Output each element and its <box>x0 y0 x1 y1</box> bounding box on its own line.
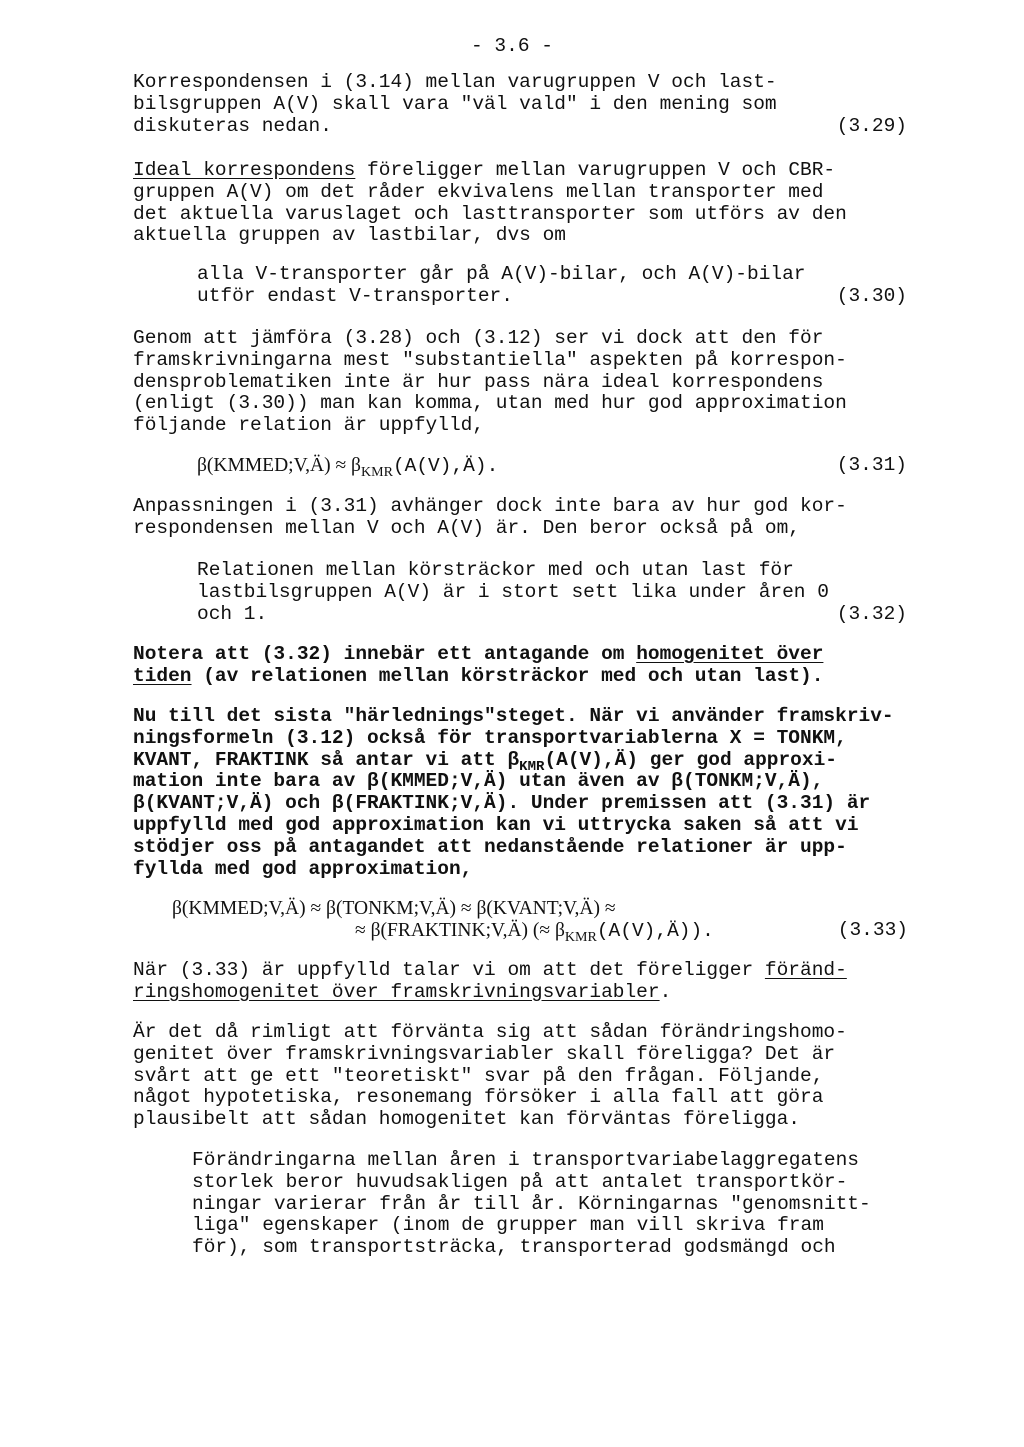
paragraph-correspondence-intro <box>133 72 923 137</box>
formula-subscript: KMR <box>360 463 393 480</box>
text-line: ningsformeln (3.12) också för transportvariablerna X = TONKM, <box>133 726 847 749</box>
text-line: svårt att ge ett "teoretiskt" svar på den frågan. Följande, <box>133 1064 824 1087</box>
formula-text: (A(V),Ä). <box>392 455 499 477</box>
equation-number: (3.31) <box>836 454 907 476</box>
formula-subscript: KMR <box>564 928 597 945</box>
paragraph-adaptation <box>133 496 923 540</box>
text-line: stödjer oss på antagandet att nedanstående relationer är upp- <box>133 835 847 858</box>
formula-text: ≈ β(FRAKTINK;V,Ä) (≈ β <box>355 919 565 941</box>
text-run: Notera att (3.32) innebär ett antagande om <box>133 643 637 665</box>
paragraph-reasonableness <box>133 1022 923 1131</box>
paragraph-homogeneity-note <box>133 644 923 688</box>
page-number <box>0 36 1024 58</box>
text-line <box>133 982 923 1004</box>
text-line: lastbilsgruppen A(V) är i stort sett lika under åren 0 <box>197 580 829 603</box>
text-line: fyllda med god approximation, <box>133 857 473 880</box>
text-line: β(KVANT;V,Ä) och β(FRAKTINK;V,Ä). Under premissen att (3.31) är <box>133 792 871 815</box>
text-line: plausibelt att sådan homogenitet kan förväntas föreligga. <box>133 1108 801 1131</box>
equation-number: (3.32) <box>836 602 907 625</box>
page-number-text: - 3.6 - <box>471 35 553 57</box>
text-run: och 1. <box>197 602 268 625</box>
text-run: KVANT, FRAKTINK så antar vi att β <box>133 748 520 771</box>
paragraph-comparison <box>133 328 923 437</box>
text-line: Korrespondensen i (3.14) mellan varugruppen V och last- <box>133 71 777 93</box>
text-run: När (3.33) är uppfylld talar vi om att det föreligger <box>133 959 765 981</box>
paragraph-derivation-step <box>133 706 923 880</box>
text-line <box>133 748 923 775</box>
text-line <box>133 666 923 688</box>
text-line: gruppen A(V) om det råder ekvivalens mellan transporter med <box>133 180 824 203</box>
equation-number: (3.30) <box>836 284 907 307</box>
text-line: för), som transportsträcka, transporterad godsmängd och <box>192 1236 836 1259</box>
text-line: följande relation är uppfylld, <box>133 414 485 437</box>
underlined-term: tiden <box>133 664 192 687</box>
paragraph-variable-changes <box>192 1150 918 1259</box>
text-line: Nu till det sista "härlednings"steget. När vi använder framskriv- <box>133 705 894 727</box>
paragraph-ideal-correspondence <box>133 160 923 247</box>
underlined-term: ringshomogenitet över framskrivningsvariabler <box>133 980 660 1003</box>
text-line: liga" egenskaper (inom de grupper man vill skriva fram <box>192 1214 824 1237</box>
equation-number: (3.29) <box>836 114 907 137</box>
text-run: föreligger mellan varugruppen V och CBR- <box>355 159 836 181</box>
text-line <box>197 604 923 626</box>
underlined-term: homogenitet över <box>636 643 824 665</box>
text-line: alla V-transporter går på A(V)-bilar, och A(V)-bilar <box>197 263 806 285</box>
text-line <box>133 960 923 982</box>
formula-3-33 <box>172 898 908 943</box>
text-line: ningar varierar från år till år. Körningarnas "genomsnitt- <box>192 1192 871 1215</box>
text-line: respondensen mellan V och A(V) är. Den beror också på om, <box>133 516 801 539</box>
text-run: diskuteras nedan. <box>133 114 332 137</box>
text-line: mation inte bara av β(KMMED;V,Ä) utan även av β(TONKM;V,Ä), <box>133 770 824 793</box>
text-line: det aktuella varuslaget och lasttransporter som utförs av den <box>133 202 847 225</box>
text-line: densproblematiken inte är hur pass nära ideal korrespondens <box>133 370 824 393</box>
text-line: Anpassningen i (3.31) avhänger dock inte bara av hur god kor- <box>133 495 847 517</box>
formula-text: (A(V),Ä)). <box>596 919 714 942</box>
text-line: Förändringarna mellan åren i transportvariabelaggregatens <box>192 1149 860 1171</box>
paragraph-change-homogeneity <box>133 960 923 1004</box>
formula-line <box>172 920 908 943</box>
text-line <box>133 116 923 138</box>
text-run: . <box>659 980 672 1003</box>
formula-line: β(KMMED;V,Ä) ≈ β(TONKM;V,Ä) ≈ β(KVANT;V,Ä) ≈ <box>172 898 616 919</box>
formula-line <box>197 455 923 478</box>
text-line: Relationen mellan körsträckor med och utan last för <box>197 559 794 581</box>
underlined-term: föränd- <box>764 959 847 981</box>
formula-subscript: KMR <box>519 758 545 775</box>
formula-3-31 <box>197 455 923 478</box>
text-run: utför endast V-transporter. <box>197 284 513 307</box>
text-line: aktuella gruppen av lastbilar, dvs om <box>133 224 566 247</box>
text-run: (av relationen mellan körsträckor med och utan last). <box>191 664 824 687</box>
text-line: genitet över framskrivningsvariabler skall föreligga? Det är <box>133 1042 836 1065</box>
text-line: något hypotetiska, resonemang försöker i alla fall att göra <box>133 1086 824 1109</box>
text-line: (enligt (3.30)) man kan komma, utan med hur god approximation <box>133 392 847 415</box>
text-line <box>133 160 923 182</box>
underlined-term: Ideal korrespondens <box>133 159 356 181</box>
formula-text: β(KMMED;V,Ä) ≈ β <box>197 455 361 476</box>
text-run: (A(V),Ä) ger god approxi- <box>544 748 837 771</box>
text-line: Genom att jämföra (3.28) och (3.12) ser vi dock att den för <box>133 327 824 349</box>
text-line: bilsgruppen A(V) skall vara "väl vald" i den mening som <box>133 92 777 115</box>
condition-3-32 <box>197 560 923 625</box>
text-line <box>197 286 923 308</box>
text-line: uppfylld med god approximation kan vi uttrycka saken så att vi <box>133 813 859 836</box>
text-line: framskrivningarna mest "substantiella" aspekten på korrespon- <box>133 348 847 371</box>
text-line: Är det då rimligt att förvänta sig att sådan förändringshomo- <box>133 1021 847 1043</box>
equation-number: (3.33) <box>837 918 908 941</box>
text-line <box>133 644 923 666</box>
condition-3-30 <box>197 264 923 308</box>
text-line: storlek beror huvudsakligen på att antalet transportkör- <box>192 1170 848 1193</box>
